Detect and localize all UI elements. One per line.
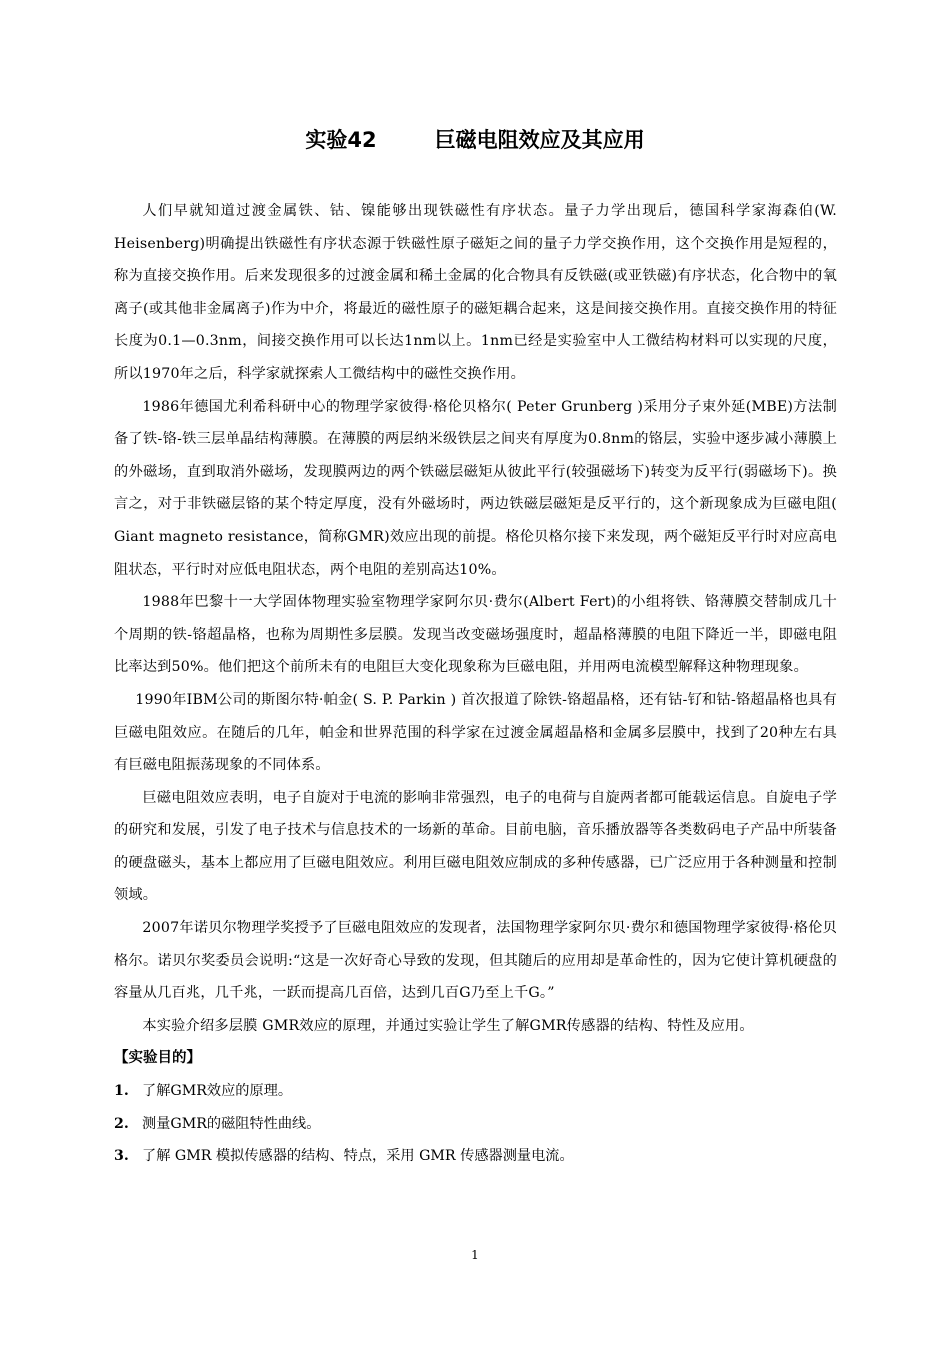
list-item — [114, 1140, 837, 1173]
paragraph-intro: 人们早就知道过渡金属铁、钴、镍能够出现铁磁性有序状态。量子力学出现后，德国科学家海森伯(W. Heisenberg)明确提出铁磁性有序状态源于铁磁性原子磁矩之间的量子力学交换作用，这个交换作用是短程的，称为直接交换作用。后来发现很多的过渡金属和稀土金属的化合物具有反铁磁(或亚铁磁)有序状态，化合物中的氧离子(或其他非金属离子)作为中介，将最近的磁性原子的磁矩耦合起来，这是间接交换作用。直接交换作用的特征长度为0.1—0.3nm，间接交换作用可以长达1nm以上。1nm已经是实验室中人工微结构材料可以实现的尺度，所以1970年之后，科学家就探索人工微结构中的磁性交换作用。 — [114, 203, 837, 382]
body-text — [114, 195, 837, 1173]
list-item-text: 测量GMR的磁阻特性曲线。 — [142, 1115, 321, 1132]
experiment-name: 巨磁电阻效应及其应用 — [434, 128, 645, 152]
list-item-text: 了解GMR效应的原理。 — [142, 1083, 293, 1100]
list-item-number: 2. — [114, 1115, 129, 1132]
list-item-number: 3. — [114, 1148, 129, 1165]
paragraph-grunberg: 1986年德国尤利希科研中心的物理学家彼得·格伦贝格尔( Peter Grunberg )采用分子束外延(MBE)方法制备了铁-铬-铁三层单晶结构薄膜。在薄膜的两层纳米级铁层之间夹有厚度为0.8nm的铬层，实验中逐步减小薄膜上的外磁场，直到取消外磁场，发现膜两边的两个铁磁层磁矩从彼此平行(较强磁场下)转变为反平行(弱磁场下)。换言之，对于非铁磁层铬的某个特定厚度，没有外磁场时，两边铁磁层磁矩是反平行的，这个新现象成为巨磁电阻( Giant magneto resistance，简称GMR)效应出现的前提。格伦贝格尔接下来发现，两个磁矩反平行时对应高电阻状态，平行时对应低电阻状态，两个电阻的差别高达10%。 — [114, 398, 837, 578]
objectives-list — [114, 1075, 837, 1173]
paragraph-experiment-intro: 本实验介绍多层膜 GMR效应的原理，并通过实验让学生了解GMR传感器的结构、特性及应用。 — [142, 1017, 754, 1034]
paragraph-spintronics: 巨磁电阻效应表明，电子自旋对于电流的影响非常强烈，电子的电荷与自旋两者都可能载运信息。自旋电子学的研究和发展，引发了电子技术与信息技术的一场新的革命。目前电脑，音乐播放器等各类数码电子产品中所装备的硬盘磁头，基本上都应用了巨磁电阻效应。利用巨磁电阻效应制成的多种传感器，已广泛应用于各种测量和控制领域。 — [114, 789, 837, 904]
section-heading-objectives: 【实验目的】 — [114, 1050, 201, 1067]
experiment-number: 实验42 — [305, 128, 377, 152]
page-title — [0, 124, 950, 156]
list-item — [114, 1075, 837, 1108]
list-item-text: 了解 GMR 模拟传感器的结构、特点，采用 GMR 传感器测量电流。 — [142, 1148, 574, 1165]
paragraph-fert: 1988年巴黎十一大学固体物理实验室物理学家阿尔贝·费尔(Albert Fert)的小组将铁、铬薄膜交替制成几十个周期的铁-铬超晶格，也称为周期性多层膜。发现当改变磁场强度时，超晶格薄膜的电阻下降近一半，即磁电阻比率达到50%。他们把这个前所未有的电阻巨大变化现象称为巨磁电阻，并用两电流模型解释这种物理现象。 — [114, 594, 837, 676]
list-item-number: 1. — [114, 1083, 129, 1100]
paragraph-nobel: 2007年诺贝尔物理学奖授予了巨磁电阻效应的发现者，法国物理学家阿尔贝·费尔和德国物理学家彼得·格伦贝格尔。诺贝尔奖委员会说明:“这是一次好奇心导致的发现，但其随后的应用却是革命性的，因为它使计算机硬盘的容量从几百兆，几千兆，一跃而提高几百倍，达到几百G乃至上千G。” — [114, 920, 837, 1002]
list-item — [114, 1108, 837, 1141]
paragraph-parkin: 1990年IBM公司的斯图尔特·帕金( S. P. Parkin ) 首次报道了除铁-铬超晶格，还有钴-钌和钴-铬超晶格也具有巨磁电阻效应。在随后的几年，帕金和世界范围的科学家在过渡金属超晶格和金属多层膜中，找到了20种左右具有巨磁电阻振荡现象的不同体系。 — [114, 691, 837, 774]
page-number: 1 — [471, 1248, 479, 1262]
